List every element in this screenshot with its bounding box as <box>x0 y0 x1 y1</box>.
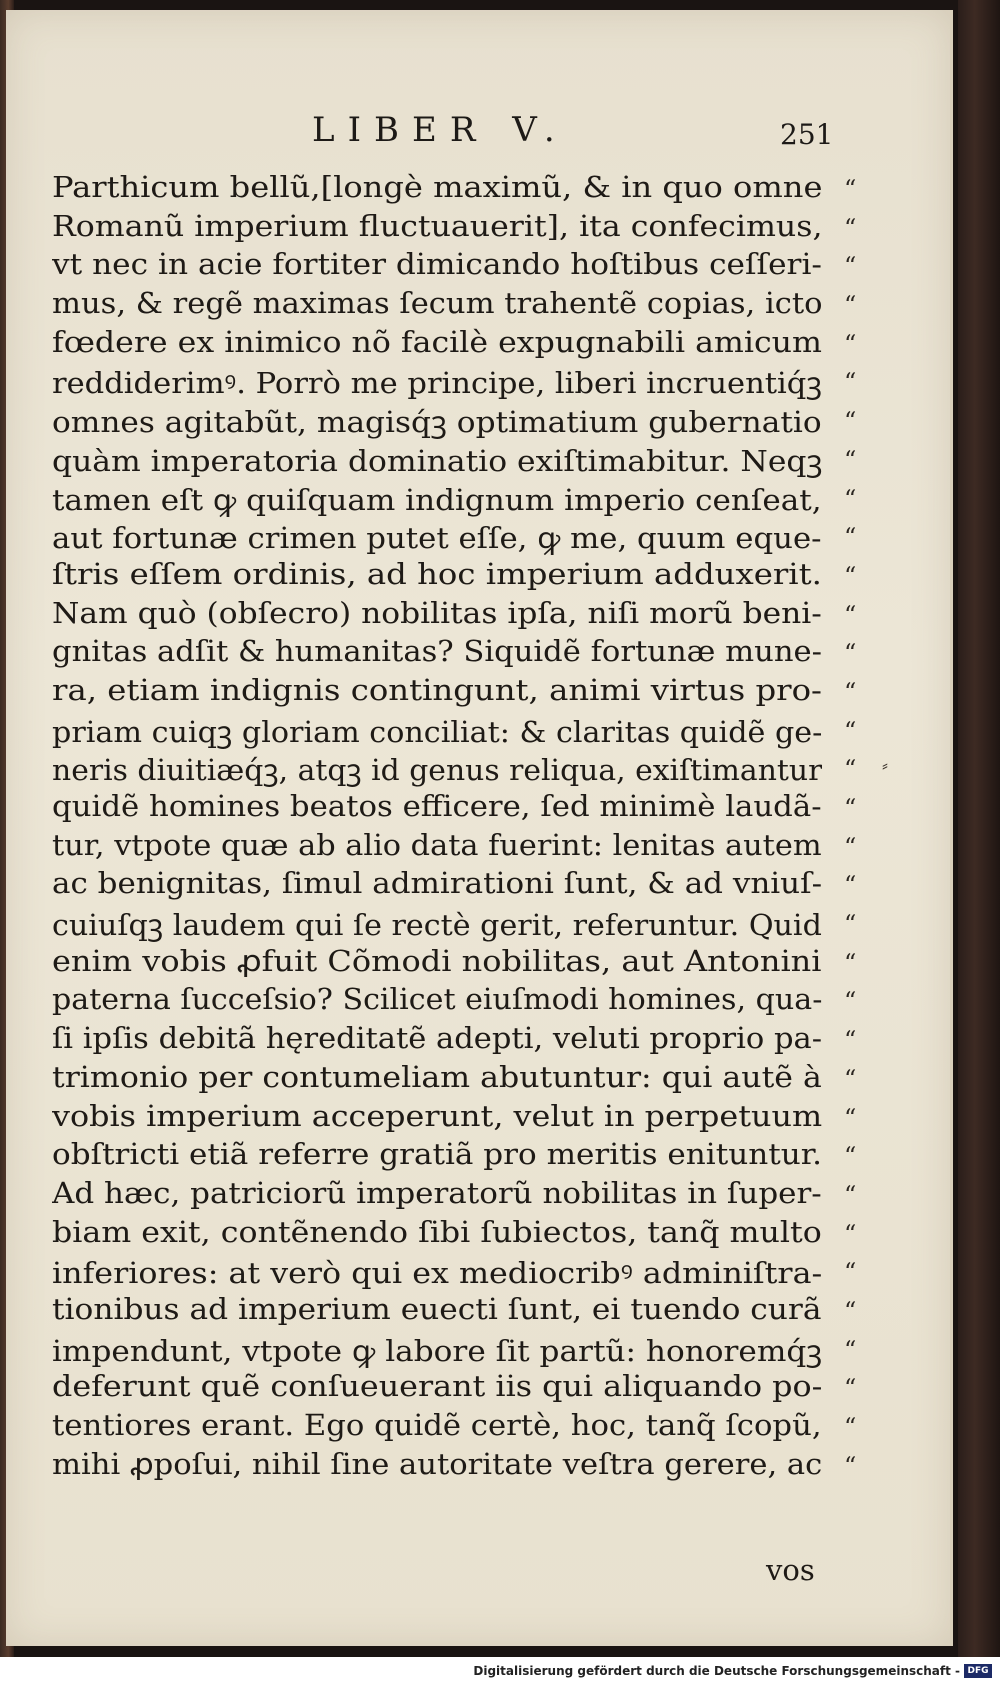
text-line <box>52 982 822 1021</box>
text-line <box>52 1099 822 1138</box>
text-line <box>52 1253 822 1292</box>
quotation-mark: “ <box>844 1374 857 1403</box>
footer-credit: Digitalisierung gefördert durch die Deutsche Forschungsgemeinschaft - <box>473 1664 960 1678</box>
text-line-content: omnes agitabũt, magisq́ꝫ optimatium gubernatio <box>52 405 822 440</box>
text-line <box>52 1021 822 1060</box>
text-line <box>52 480 822 519</box>
quotation-mark: “ <box>844 677 857 706</box>
text-block <box>52 170 822 1485</box>
text-line <box>52 325 822 364</box>
text-line <box>52 1292 822 1331</box>
quotation-mark: “ <box>844 639 857 668</box>
text-line <box>52 247 822 286</box>
quotation-mark: “ <box>844 213 857 242</box>
text-line <box>52 441 822 480</box>
text-line <box>52 1331 822 1370</box>
text-line <box>52 1176 822 1215</box>
text-line <box>52 1215 822 1254</box>
text-line-content: reddiderimꝰ. Porrò me principe, liberi incruentiq́ꝫ <box>52 366 822 401</box>
text-line <box>52 596 822 635</box>
running-head: LIBER V. <box>312 110 568 150</box>
text-line-content: priam cuiqꝫ gloriam conciliat: & claritas quidẽ ge- <box>52 714 823 749</box>
dfg-logo: DFG <box>964 1664 992 1678</box>
book-edge-right <box>958 0 1000 1683</box>
quotation-mark: “ <box>844 716 857 745</box>
text-line-content: aut fortunæ crimen putet eſſe, ꝙ me, quum eque- <box>52 521 822 556</box>
text-line <box>52 789 822 828</box>
text-line-content: cuiuſqꝫ laudem qui ſe rectè gerit, referuntur. Quid <box>52 908 822 943</box>
text-line <box>52 1447 822 1486</box>
quotation-mark: “ <box>844 755 857 784</box>
text-line-content: trimonio per contumeliam abutuntur: qui autẽ à <box>52 1059 822 1094</box>
quotation-mark: “ <box>844 1180 857 1209</box>
quotation-mark: “ <box>844 329 857 358</box>
text-line-content: ſtris eſſem ordinis, ad hoc imperium adduxerit. <box>52 556 822 591</box>
text-line-content: mihi ꝓpoſui, nihil ſine autoritate veſtra gerere, ac <box>52 1446 823 1481</box>
quotation-mark: “ <box>844 484 857 513</box>
text-line-content: obſtricti etiã referre gratiã pro meritis enituntur. <box>52 1137 822 1172</box>
text-line-content: mus, & regẽ maximas ſecum trahentẽ copias, icto <box>52 286 823 321</box>
quotation-mark: “ <box>844 1064 857 1093</box>
text-line-content: ac benignitas, ſimul admirationi ſunt, & ad vniuſ- <box>52 866 823 901</box>
quotation-mark: “ <box>844 1296 857 1325</box>
quotation-mark: “ <box>844 561 857 590</box>
text-line-content: tentiores erant. Ego quidẽ certè, hoc, tanq̃ ſcopũ, <box>52 1408 822 1442</box>
quotation-mark: “ <box>844 948 857 977</box>
quotation-mark: “ <box>844 794 857 822</box>
quotation-mark: “ <box>844 175 857 203</box>
quotation-mark: “ <box>844 1258 857 1287</box>
quotation-mark: “ <box>844 1219 857 1248</box>
text-line <box>52 866 822 905</box>
text-line-content: ra, etiam indignis contingunt, animi virtus pro- <box>52 672 822 707</box>
footer-bar <box>0 1657 1000 1683</box>
text-line <box>52 1060 822 1099</box>
text-line-content: neris diuitiæq́ꝫ, atqꝫ id genus reliqua, exiſtimantur <box>52 753 823 788</box>
page-number: 251 <box>780 118 834 151</box>
text-line-content: Parthicum bellũ,[longè maximũ, & in quo omne <box>52 170 823 204</box>
text-line-content: gnitas adſit & humanitas? Siquidẽ fortunæ mune- <box>52 634 822 669</box>
margin-mark: ⸗ <box>882 755 888 776</box>
catchword: vos <box>766 1553 815 1587</box>
text-line <box>52 557 822 596</box>
text-line-content: tur, vtpote quæ ab alio data fuerint: lenitas autem <box>52 827 822 862</box>
text-line-content: paterna ſucceſsio? Scilicet eiuſmodi homines, qua- <box>52 982 823 1017</box>
text-line <box>52 1369 822 1408</box>
text-line-content: Ad hæc, patriciorũ imperatorũ nobilitas in ſuper- <box>52 1175 822 1210</box>
quotation-mark: “ <box>844 407 857 436</box>
quotation-mark: “ <box>844 368 857 397</box>
text-line <box>52 518 822 557</box>
quotation-mark: “ <box>844 910 857 939</box>
quotation-mark: “ <box>844 1026 857 1055</box>
text-line-content: tamen eſt ꝙ quiſquam indignum imperio cenſeat, <box>52 482 822 517</box>
text-line-content: enim vobis ꝓfuit Cõmodi nobilitas, aut Antonini <box>52 943 822 978</box>
text-line-content: fœdere ex inimico nõ facilè expugnabili amicum <box>52 324 822 359</box>
text-line <box>52 286 822 325</box>
text-line <box>52 1408 822 1447</box>
text-line-content: quidẽ homines beatos efficere, ſed minimè laudã- <box>52 789 822 823</box>
quotation-mark: “ <box>844 291 857 320</box>
quotation-marks-column <box>844 170 874 1485</box>
text-line <box>52 828 822 867</box>
text-line <box>52 712 822 751</box>
text-line-content: Nam quò (obſecro) nobilitas ipſa, niſi morũ beni- <box>52 595 822 630</box>
text-line-content: deferunt quẽ conſueuerant iis qui aliquando po- <box>52 1369 823 1404</box>
text-line-content: tionibus ad imperium euecti ſunt, ei tuendo curã <box>52 1291 822 1326</box>
quotation-mark: “ <box>844 1335 857 1364</box>
book-page <box>6 10 953 1646</box>
text-line-content: vt nec in acie fortiter dimicando hoſtibus ceſſeri- <box>52 247 822 282</box>
text-line <box>52 673 822 712</box>
text-line <box>52 944 822 983</box>
text-line <box>52 750 822 789</box>
text-line-content: biam exit, contẽnendo ſibi ſubiectos, tanq̃ multo <box>52 1214 822 1249</box>
text-line-content: Romanũ imperium fluctuauerit], ita confecimus, <box>52 208 823 243</box>
text-line-content: inferiores: at verò qui ex mediocribꝰ adminiſtra- <box>52 1256 823 1291</box>
quotation-mark: “ <box>844 832 857 861</box>
text-line <box>52 170 822 209</box>
quotation-mark: “ <box>844 1451 857 1480</box>
text-line <box>52 1137 822 1176</box>
text-line <box>52 634 822 673</box>
text-line <box>52 363 822 402</box>
text-line <box>52 905 822 944</box>
text-line-content: impendunt, vtpote ꝙ labore ſit partũ: honoremq́ꝫ <box>52 1333 823 1368</box>
quotation-mark: “ <box>844 1142 857 1171</box>
text-line-content: quàm imperatoria dominatio exiſtimabitur. Neqꝫ <box>52 443 823 478</box>
text-line-content: vobis imperium acceperunt, velut in perpetuum <box>52 1098 823 1133</box>
text-line <box>52 402 822 441</box>
quotation-mark: “ <box>844 1103 857 1132</box>
quotation-mark: “ <box>844 871 857 900</box>
text-line-content: ſi ipſis debitã hęreditatẽ adepti, veluti proprio pa- <box>52 1021 823 1056</box>
quotation-mark: “ <box>844 1413 857 1441</box>
text-line <box>52 209 822 248</box>
quotation-mark: “ <box>844 600 857 629</box>
quotation-mark: “ <box>844 252 857 281</box>
quotation-mark: “ <box>844 445 857 474</box>
quotation-mark: “ <box>844 987 857 1016</box>
quotation-mark: “ <box>844 523 857 552</box>
